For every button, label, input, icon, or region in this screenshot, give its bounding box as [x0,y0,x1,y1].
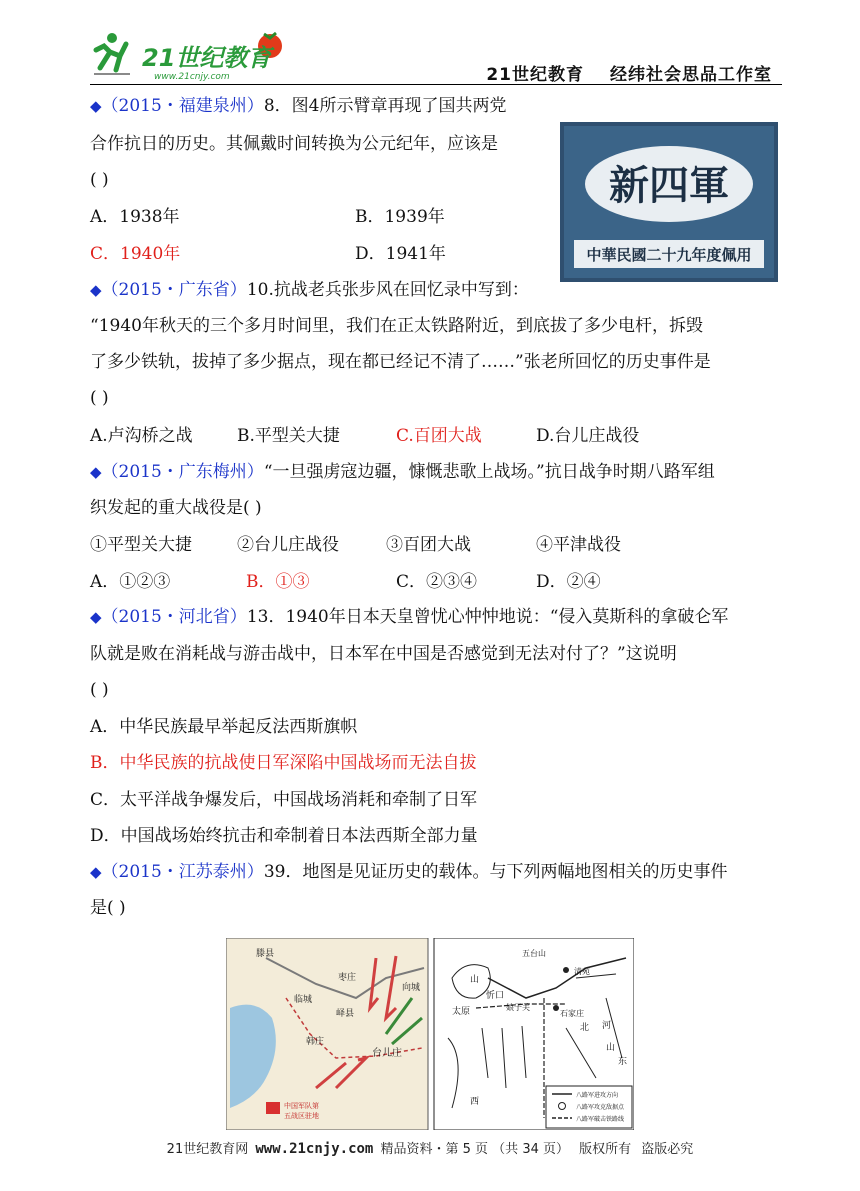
q3-item-2: ②台儿庄战役 [237,535,339,555]
q5-source: （2015・江苏泰州） [101,862,264,882]
q1-source: （2015・福建泉州） [101,96,264,116]
diamond-icon: ◆ [90,463,102,481]
q2-option-a: A.卢沟桥之战 [90,426,193,446]
map2-legend-item: 八路军攻克敌据点 [576,1104,625,1111]
logo-url: www.21cnjy.com [154,72,230,82]
q4-source: （2015・河北省） [101,607,247,627]
armband-image [560,122,778,282]
q2-option-c: C.百团大战 [396,426,482,446]
header-divider [90,84,782,85]
q1-blank: ( ) [90,170,109,190]
site-logo [90,24,290,82]
q3-item-4: ④平津战役 [536,535,621,555]
q3-option-a: A．①②③ [90,572,171,592]
map1-label: 滕县 [256,949,275,959]
header-title [486,60,772,85]
footer-warning: 盗版必究 [641,1142,694,1157]
q2-source: （2015・广东省） [101,280,247,300]
map1-label: 枣庄 [338,973,357,983]
q5-line2: 是( ) [90,898,126,918]
q2-line2: “1940年秋天的三个多月时间里，我们在正太铁路附近，到底拔了多少电杆，拆毁 [90,316,703,336]
q3-text1: “一旦强虏寇边疆，慷慨悲歌上战场。”抗日战争时期八路军组 [263,462,715,482]
q4-option-c: C．太平洋战争爆发后，中国战场消耗和牵制了日军 [90,790,478,810]
armband-main-text: 新四軍 [609,162,729,209]
logo-text: 21世纪教育 [142,44,272,72]
map1-label: 五战区驻地 [284,1112,319,1120]
q5-line1 [90,860,727,884]
map2-label: 五台山 [522,949,546,958]
q2-blank: ( ) [90,388,109,408]
footer-rights: 版权所有 [579,1142,632,1157]
q2-text1: 10.抗战老兵张步风在回忆录中写到： [246,280,529,300]
map1-label: 峄县 [336,1009,355,1019]
q2-option-b: B.平型关大捷 [237,426,340,446]
map2-label: 西 [470,1097,480,1107]
q3-option-d: D．②④ [536,572,601,592]
map2-label: 北 [580,1023,590,1033]
q4-option-b: B．中华民族的抗战使日军深陷中国战场而无法自拔 [90,753,477,773]
footer-site: 21世纪教育网 [166,1142,249,1157]
q4-line1 [90,605,728,629]
q3-option-c: C．②③④ [396,572,478,592]
q3-line2: 织发起的重大战役是( ) [90,498,262,518]
q1-option-c: C．1940年 [90,244,181,264]
map-hundred-regiments [434,938,634,1130]
runner-icon [94,33,130,74]
q4-option-d: D．中国战场始终抗击和牵制着日本法西斯全部力量 [90,826,478,846]
q4-option-a: A．中华民族最早举起反法西斯旗帜 [90,717,358,737]
q1-option-a: A．1938年 [90,207,180,227]
q3-line1 [90,460,715,484]
header-org: 21世纪教育 [486,65,584,85]
q1-line2: 合作抗日的历史。其佩戴时间转换为公元纪年，应该是 [90,134,498,154]
diamond-icon: ◆ [90,281,102,299]
q4-text1: 13．1940年日本天皇曾忧心忡忡地说：“侵入莫斯科的拿破仑军 [246,607,729,627]
map2-label: 东 [618,1057,628,1067]
map2-label: 河 [602,1021,612,1031]
map2-legend-item: 八路军破击铁路线 [576,1116,625,1123]
map1-label: 临城 [294,995,313,1005]
q1-line1 [90,94,506,118]
map2-legend-item: 八路军进攻方向 [576,1092,619,1099]
q3-item-1: ①平型关大捷 [90,535,192,555]
armband-sub-text: 中華民國二十九年度佩用 [586,246,752,264]
q1-option-b: B．1939年 [355,207,445,227]
page-footer [0,1138,860,1157]
map2-label: 娘子关 [506,1003,530,1012]
map2-label: 石家庄 [560,1009,584,1018]
q4-blank: ( ) [90,680,109,700]
q3-source: （2015・广东梅州） [101,462,264,482]
header-studio: 经纬社会思品工作室 [610,65,772,85]
q5-text1: 39．地图是见证历史的载体。与下列两幅地图相关的历史事件 [263,862,728,882]
page-header [90,24,780,84]
map1-label: 中国军队第 [284,1102,319,1110]
map1-label: 向城 [402,983,421,993]
map2-label: 山 [606,1043,616,1053]
q1-text1: 8．图4所示臂章再现了国共两党 [263,96,507,116]
q2-line1 [90,278,529,302]
diamond-icon: ◆ [90,608,102,626]
maps-figure [226,938,634,1130]
map2-label: 清苑 [574,967,590,976]
map1-label: 台儿庄 [372,1048,402,1059]
q2-line3: 了多少铁轨，拔掉了多少据点，现在都已经记不清了……”张老所回忆的历史事件是 [90,352,711,372]
map2-label: 太原 [452,1007,471,1017]
diamond-icon: ◆ [90,863,102,881]
q2-option-d: D.台儿庄战役 [536,426,640,446]
map1-label: 韩庄 [306,1037,325,1047]
footer-url[interactable]: www.21cnjy.com [255,1141,374,1157]
map-taierzhuang [226,938,428,1130]
diamond-icon: ◆ [90,97,102,115]
map2-label: 山 [470,975,480,985]
footer-tag: 精品资料・第 5 页 （共 34 页） [380,1142,569,1157]
q4-line2: 队就是败在消耗战与游击战中，日本军在中国是否感觉到无法对付了？”这说明 [90,644,677,664]
q3-item-3: ③百团大战 [386,535,471,555]
q1-option-d: D．1941年 [355,244,446,264]
q3-option-b: B．①③ [246,572,310,592]
map2-label: 忻口 [486,991,505,1001]
